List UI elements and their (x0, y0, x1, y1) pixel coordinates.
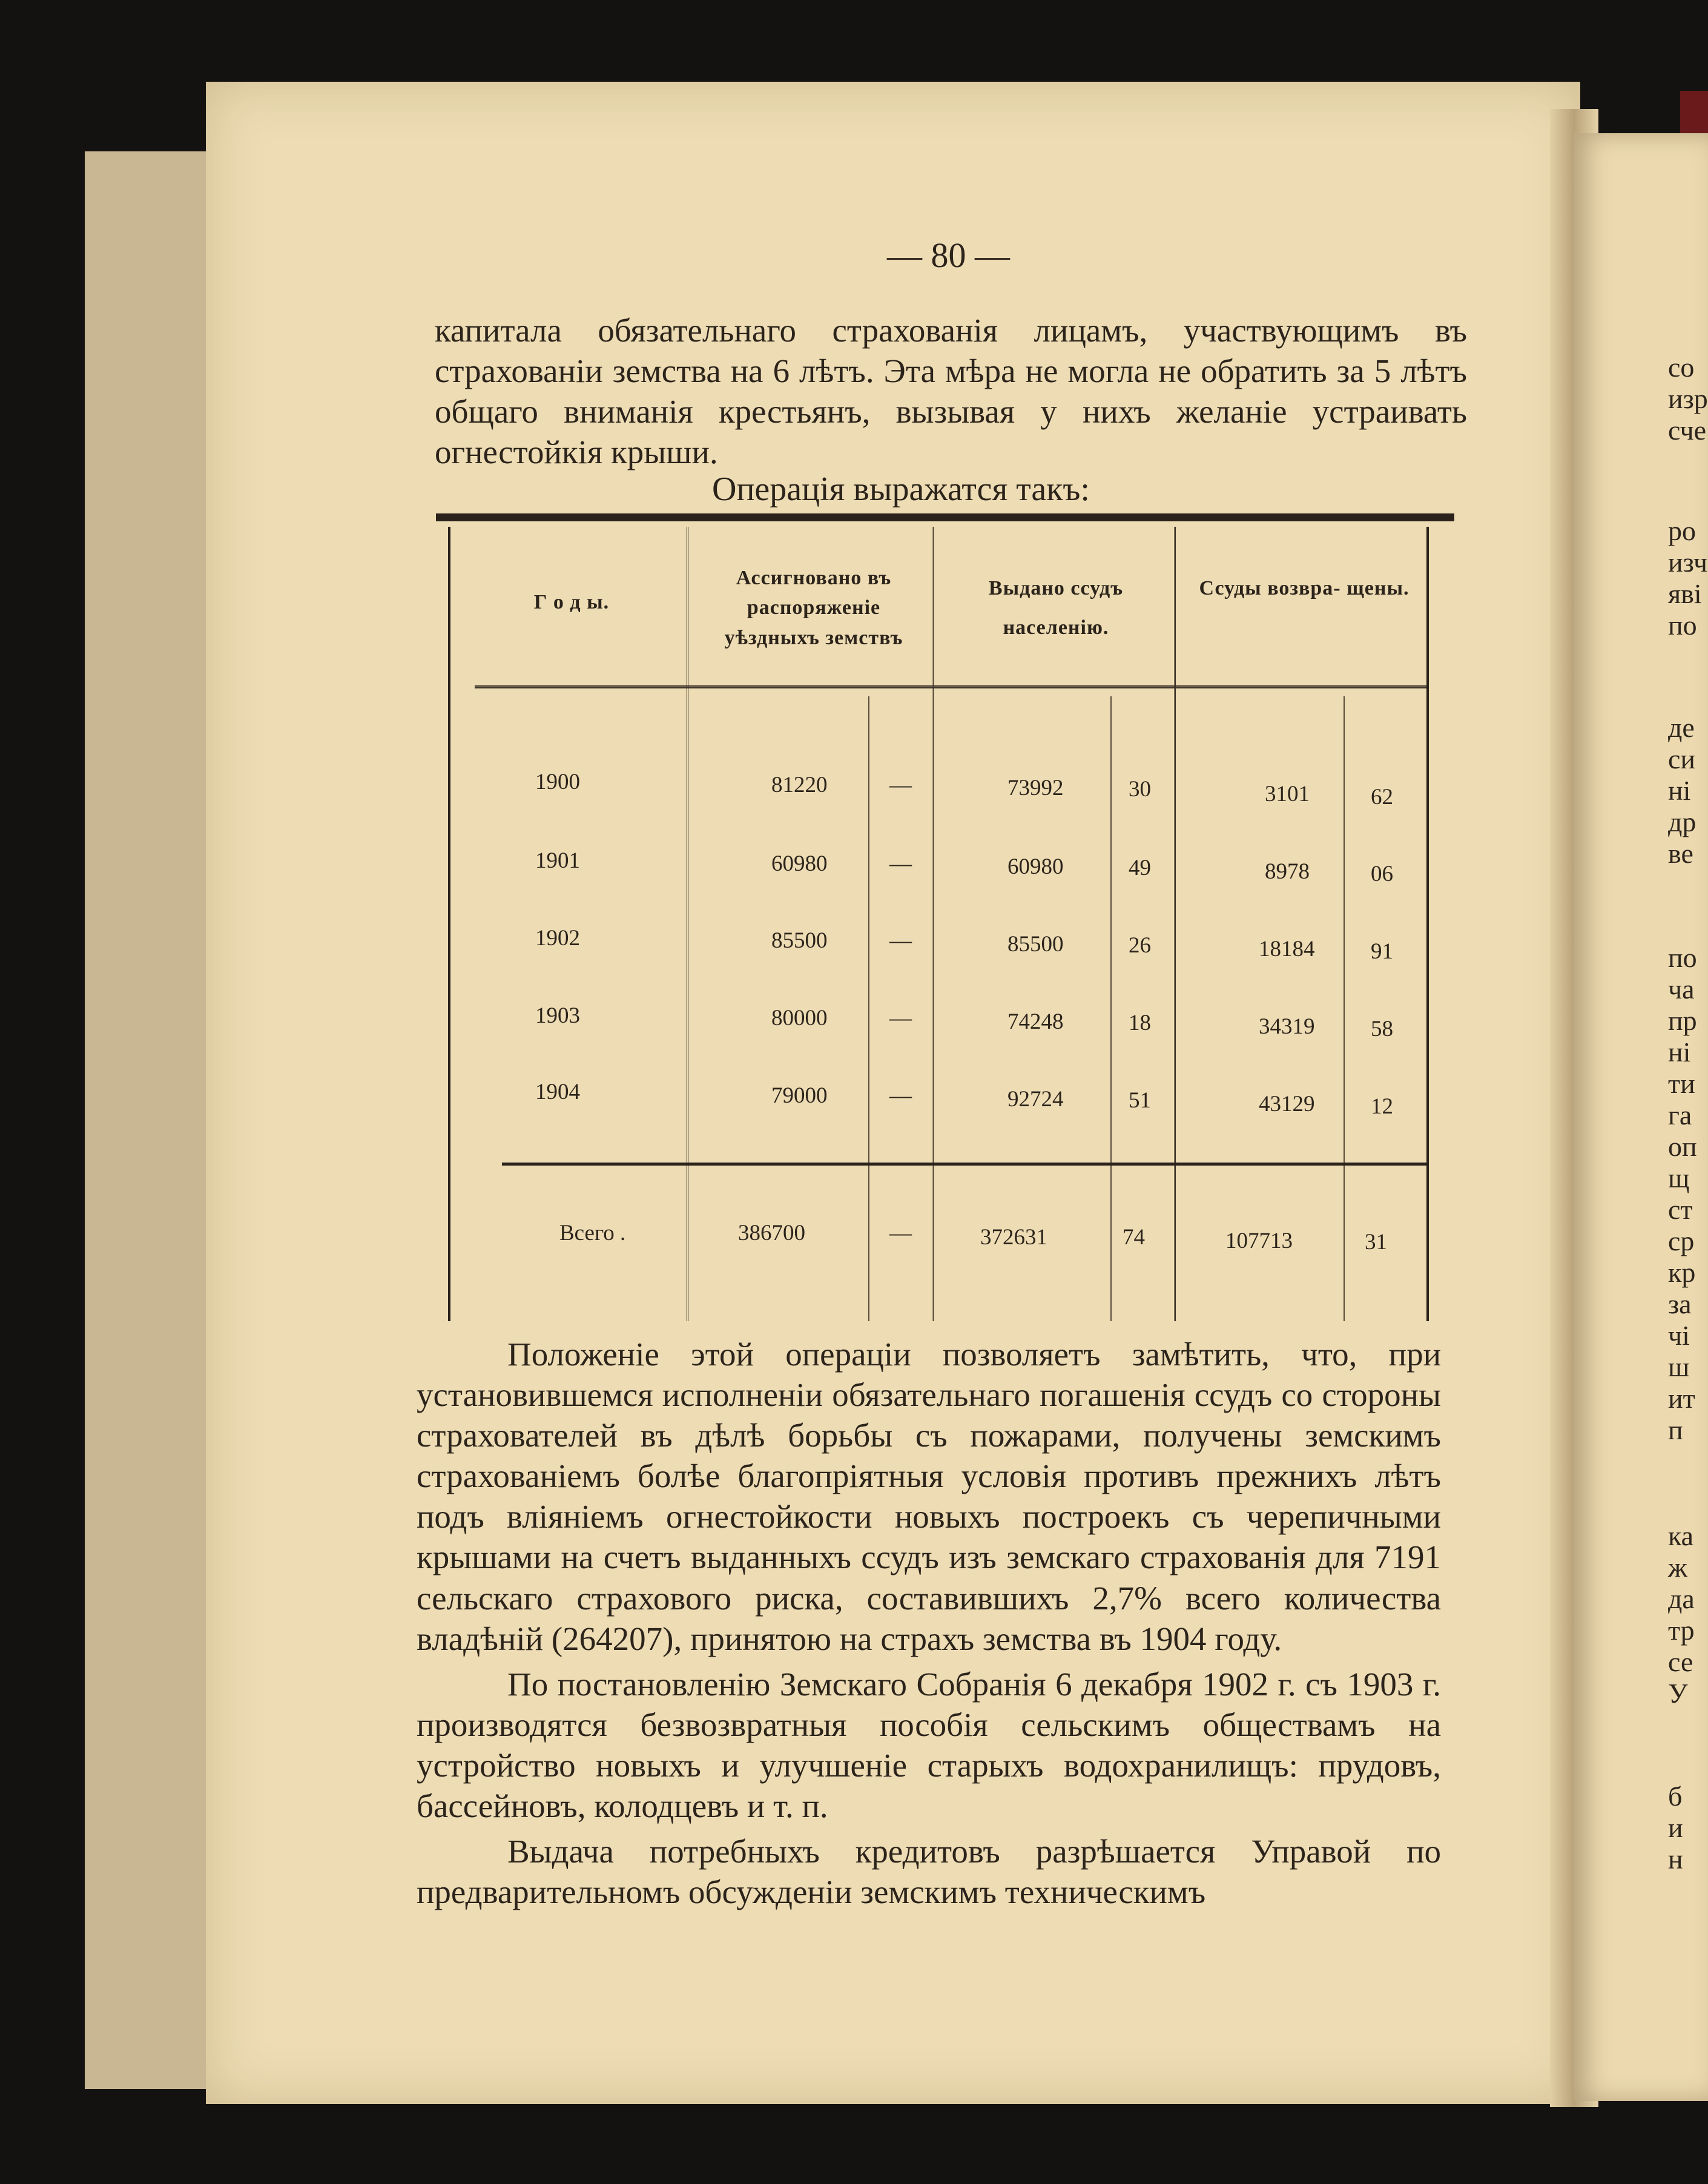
table-cell-issued: 74248 (1007, 1009, 1064, 1034)
table-cell-returned-frac: 06 (1371, 862, 1393, 886)
table-caption: Операція выражатся такъ: (712, 470, 1090, 508)
fragment: ро (1668, 515, 1696, 546)
header-assigned: Ассигновано въ распоряженіе уѣздныхъ земствъ (724, 567, 903, 649)
table-top-rule (436, 513, 1454, 521)
total-rule (502, 1163, 1426, 1166)
table-cell-returned: 8978 (1265, 859, 1310, 884)
table-cell-issued: 73992 (1007, 776, 1064, 800)
fragment: др (1668, 807, 1696, 837)
table-cell-assigned-frac: — (889, 851, 912, 876)
column-divider (1174, 527, 1176, 1321)
fragment: ча (1668, 974, 1695, 1005)
fragment: изр (1668, 383, 1708, 414)
fragment: ш (1668, 1351, 1690, 1382)
fragment: чі (1668, 1320, 1690, 1351)
fragment: тр (1668, 1615, 1695, 1646)
table-cell-assigned: 85500 (771, 928, 828, 953)
table-cell-assigned-frac: — (889, 1006, 912, 1031)
fragment: и (1668, 1812, 1683, 1843)
table-cell-assigned: 80000 (771, 1006, 828, 1031)
table-cell-issued-frac: 49 (1129, 856, 1151, 880)
table-cell-assigned: 79000 (771, 1083, 828, 1108)
fragment: со (1668, 352, 1695, 383)
body-text (417, 1334, 1441, 1912)
table-row-year: 1904 (535, 1080, 580, 1104)
fragment: за (1668, 1288, 1692, 1319)
fragment: н (1668, 1844, 1683, 1875)
fragment: си (1668, 744, 1696, 774)
fragment: ср (1668, 1226, 1695, 1256)
header-years: Г о д ы. (533, 591, 610, 613)
data-table (448, 527, 1429, 1321)
table-cell-issued: 85500 (1007, 932, 1064, 957)
table-cell-returned-frac: 12 (1371, 1094, 1393, 1119)
table-row-year: 1901 (535, 848, 580, 873)
fragment: б (1668, 1781, 1683, 1812)
table-cell-returned: 34319 (1259, 1014, 1315, 1039)
fragment: кр (1668, 1257, 1696, 1288)
fragment: ве (1668, 838, 1693, 869)
fragment: ит (1668, 1383, 1695, 1414)
table-cell-issued-frac: 18 (1129, 1011, 1151, 1035)
table-cell-issued-frac: 30 (1129, 777, 1151, 802)
table-cell-issued: 92724 (1007, 1087, 1064, 1112)
table-total-issued-frac: 74 (1123, 1225, 1145, 1250)
fragment: ні (1668, 1037, 1691, 1067)
fragment: ні (1668, 775, 1691, 806)
paragraph-3: По постановленію Земскаго Собранія 6 декабря 1902 г. съ 1903 г. производятся безвозвратныя пособія сельскимъ обществамъ на устройство новыхъ и улучшеніе старыхъ водохранилищъ: прудовъ, бассейновъ, колодцевъ и т. п. (417, 1665, 1441, 1825)
column-divider (932, 527, 934, 1321)
table-total-assigned-frac: — (889, 1221, 912, 1245)
table-total-returned: 107713 (1225, 1229, 1293, 1253)
table-row-year: 1903 (535, 1003, 580, 1028)
column-divider (1110, 696, 1112, 1321)
fragment: ка (1668, 1520, 1694, 1551)
fragment: ст (1668, 1194, 1693, 1225)
paragraph-2: Положеніе этой операціи позволяетъ замѣтить, что, при установившемся исполненіи обязательнаго погашенія ссудъ со стороны страхователей въ дѣлѣ борьбы съ пожарами, получены земскимъ страхованіемъ болѣе благопріятныя условія противъ прежнихъ лѣтъ подъ вліяніемъ огнестойкости новыхъ построекъ съ черепичными крышами на счетъ выданныхъ ссудъ изъ земскаго страхованія для 7191 сельскаго страхового риска, составившихъ 2,7% всего количества владѣній (264207), принятою на страхъ земства въ 1904 году. (417, 1336, 1441, 1657)
fragment: де (1668, 712, 1695, 743)
paragraph-4: Выдача потребныхъ кредитовъ разрѣшается Управой по предварительномъ обсужденіи земскимъ техническимъ (417, 1833, 1441, 1911)
column-divider (868, 696, 869, 1321)
fragment: сче (1668, 415, 1707, 446)
header-rule (475, 685, 1426, 688)
column-divider (1344, 696, 1345, 1321)
table-total-issued: 372631 (980, 1225, 1047, 1250)
table-row-year: 1902 (535, 926, 580, 951)
fragment: п (1668, 1414, 1683, 1445)
fragment: У (1668, 1678, 1688, 1709)
fragment: га (1668, 1100, 1692, 1130)
table-row-year: 1900 (535, 770, 580, 794)
fragment: по (1668, 942, 1697, 973)
table-cell-returned-frac: 62 (1371, 785, 1393, 810)
header-returned: Ссуды возвра- щены. (1199, 577, 1410, 599)
table-cell-issued: 60980 (1007, 854, 1064, 879)
table-cell-assigned-frac: — (889, 1083, 912, 1108)
table-cell-returned-frac: 58 (1371, 1017, 1393, 1041)
fragment: по (1668, 610, 1697, 641)
table-cell-issued-frac: 26 (1129, 933, 1151, 958)
table-cell-assigned: 81220 (771, 773, 828, 797)
table-cell-assigned-frac: — (889, 773, 912, 797)
table-cell-returned: 3101 (1265, 782, 1310, 807)
header-issued: Выдано ссудъ населенію. (988, 577, 1124, 639)
fragment: се (1668, 1646, 1693, 1677)
fragment: ти (1668, 1068, 1695, 1099)
table-cell-returned: 43129 (1259, 1092, 1315, 1117)
paragraph-1: капитала обязательнаго страхованія лицамъ, участвующимъ въ страхованіи земства на 6 лѣтъ. Эта мѣра не могла не обратить за 5 лѣтъ общаго вниманія крестьянъ, вызывая у нихъ желаніе устраивать огнестойкія крыши. (435, 312, 1467, 471)
table-total-label: Всего . (559, 1221, 626, 1245)
table-total-assigned: 386700 (738, 1221, 805, 1245)
fragment: пр (1668, 1005, 1697, 1036)
table-total-returned-frac: 31 (1365, 1230, 1387, 1255)
fragment: яві (1668, 578, 1702, 609)
fragment: изч (1668, 547, 1708, 578)
table-cell-assigned-frac: — (889, 928, 912, 953)
table-cell-assigned: 60980 (771, 851, 828, 876)
table-cell-returned-frac: 91 (1371, 939, 1393, 964)
table-cell-issued-frac: 51 (1129, 1088, 1151, 1113)
page-number: — 80 — (887, 236, 1010, 275)
column-divider (687, 527, 688, 1321)
fragment: ж (1668, 1552, 1687, 1583)
fragment: да (1668, 1583, 1695, 1614)
fragment: щ (1668, 1163, 1690, 1193)
table-cell-returned: 18184 (1259, 937, 1315, 962)
fragment: оп (1668, 1131, 1697, 1162)
